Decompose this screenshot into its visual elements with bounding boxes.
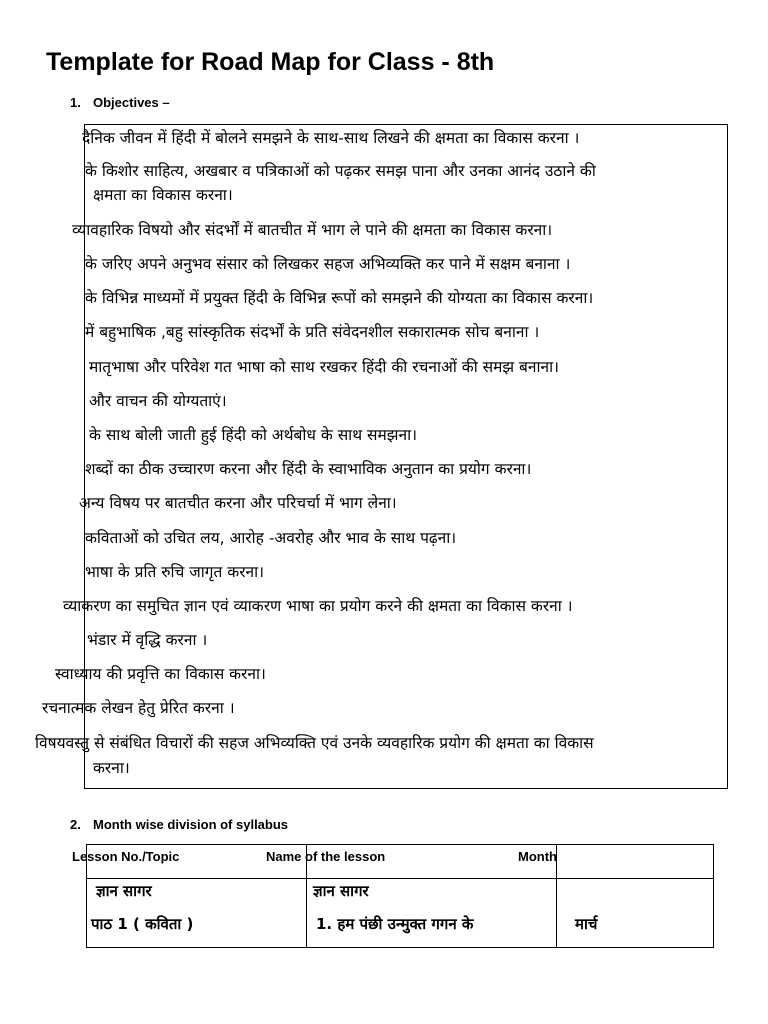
objective-line: व्याकरण का समुचित ज्ञान एवं व्याकरण भाषा का प्रयोग करने की क्षमता का विकास करना । <box>63 597 573 615</box>
lesson-number: पाठ 1 ( कविता ) <box>91 915 194 933</box>
objective-line: भाषा के प्रति रुचि जागृत करना। <box>85 563 265 581</box>
objective-line: क्षमता का विकास करना। <box>93 186 233 204</box>
objective-line: मातृभाषा और परिवेश गत भाषा को साथ रखकर हिंदी की रचनाओं की समझ बनाना। <box>89 358 559 376</box>
lesson-title: 1. हम पंछी उन्मुक्त गगन के <box>316 915 474 933</box>
objective-line: स्वाध्याय की प्रवृत्ति का विकास करना। <box>55 665 266 683</box>
objectives-heading <box>70 94 170 112</box>
objective-line: में बहुभाषिक ,बहु सांस्कृतिक संदर्भों के प्रति संवेदनशील सकारात्मक सोच बनाना । <box>85 323 540 341</box>
objective-line: भंडार में वृद्धि करना । <box>87 631 208 649</box>
syllabus-heading-text: Month wise division of syllabus <box>93 817 289 832</box>
lesson-book-name: ज्ञान सागर <box>96 882 152 900</box>
objective-line: के साथ बोली जाती हुई हिंदी को अर्थबोध के साथ समझना। <box>89 426 417 444</box>
syllabus-table <box>72 844 714 948</box>
page-title: Template for Road Map for Class - 8th <box>46 48 495 76</box>
table-header-row <box>87 845 714 879</box>
objective-line: और वाचन की योग्यताएं। <box>89 392 227 410</box>
lesson-month: मार्च <box>575 915 598 933</box>
objective-line: शब्दों का ठीक उच्चारण करना और हिंदी के स्वाभाविक अनुतान का प्रयोग करना। <box>85 460 532 478</box>
objective-line: के जरिए अपने अनुभव संसार को लिखकर सहज अभिव्यक्ति कर पाने में सक्षम बनाना । <box>85 255 571 273</box>
objective-line: व्यावहारिक विषयो और संदर्भों में बातचीत में भाग ले पाने की क्षमता का विकास करना। <box>72 221 553 239</box>
cell-lesson-name <box>307 879 557 948</box>
objectives-box <box>35 124 728 789</box>
lesson-book-name: ज्ञान सागर <box>313 882 369 900</box>
objective-line: विषयवस्तु से संबंधित विचारों की सहज अभिव्यक्ति एवं उनके व्यवहारिक प्रयोग की क्षमता का विकास <box>35 734 594 752</box>
objective-line: रचनात्मक लेखन हेतु प्रेरित करना । <box>42 699 235 717</box>
syllabus-heading <box>70 816 288 834</box>
header-lesson-name-text: Name of the lesson <box>266 849 386 864</box>
objective-line: के विभिन्न माध्यमों में प्रयुक्त हिंदी के विभिन्न रूपों को समझने की योग्यता का विकास करना। <box>85 289 594 307</box>
header-lesson-no-text: Lesson No./Topic <box>72 849 180 864</box>
objective-line: के किशोर साहित्य, अखबार व पत्रिकाओं को पढ़कर समझ पाना और उनका आनंद उठाने की <box>85 162 596 180</box>
objective-line: अन्य विषय पर बातचीत करना और परिचर्चा में भाग लेना। <box>79 494 397 512</box>
objectives-heading-text: Objectives – <box>93 95 170 110</box>
objective-line: करना। <box>93 759 130 777</box>
objective-line: कविताओं को उचित लय, आरोह -अवरोह और भाव के साथ पढ़ना। <box>85 529 457 547</box>
syllabus-number: 2. <box>70 817 81 832</box>
cell-month <box>557 879 714 948</box>
header-month-text: Month <box>518 849 557 864</box>
cell-lesson-no <box>87 879 307 948</box>
objectives-number: 1. <box>70 95 81 110</box>
header-cell-month <box>518 845 714 879</box>
objective-line: दैनिक जीवन में हिंदी में बोलने समझने के साथ-साथ लिखने की क्षमता का विकास करना । <box>82 129 580 147</box>
table-row <box>87 879 714 948</box>
